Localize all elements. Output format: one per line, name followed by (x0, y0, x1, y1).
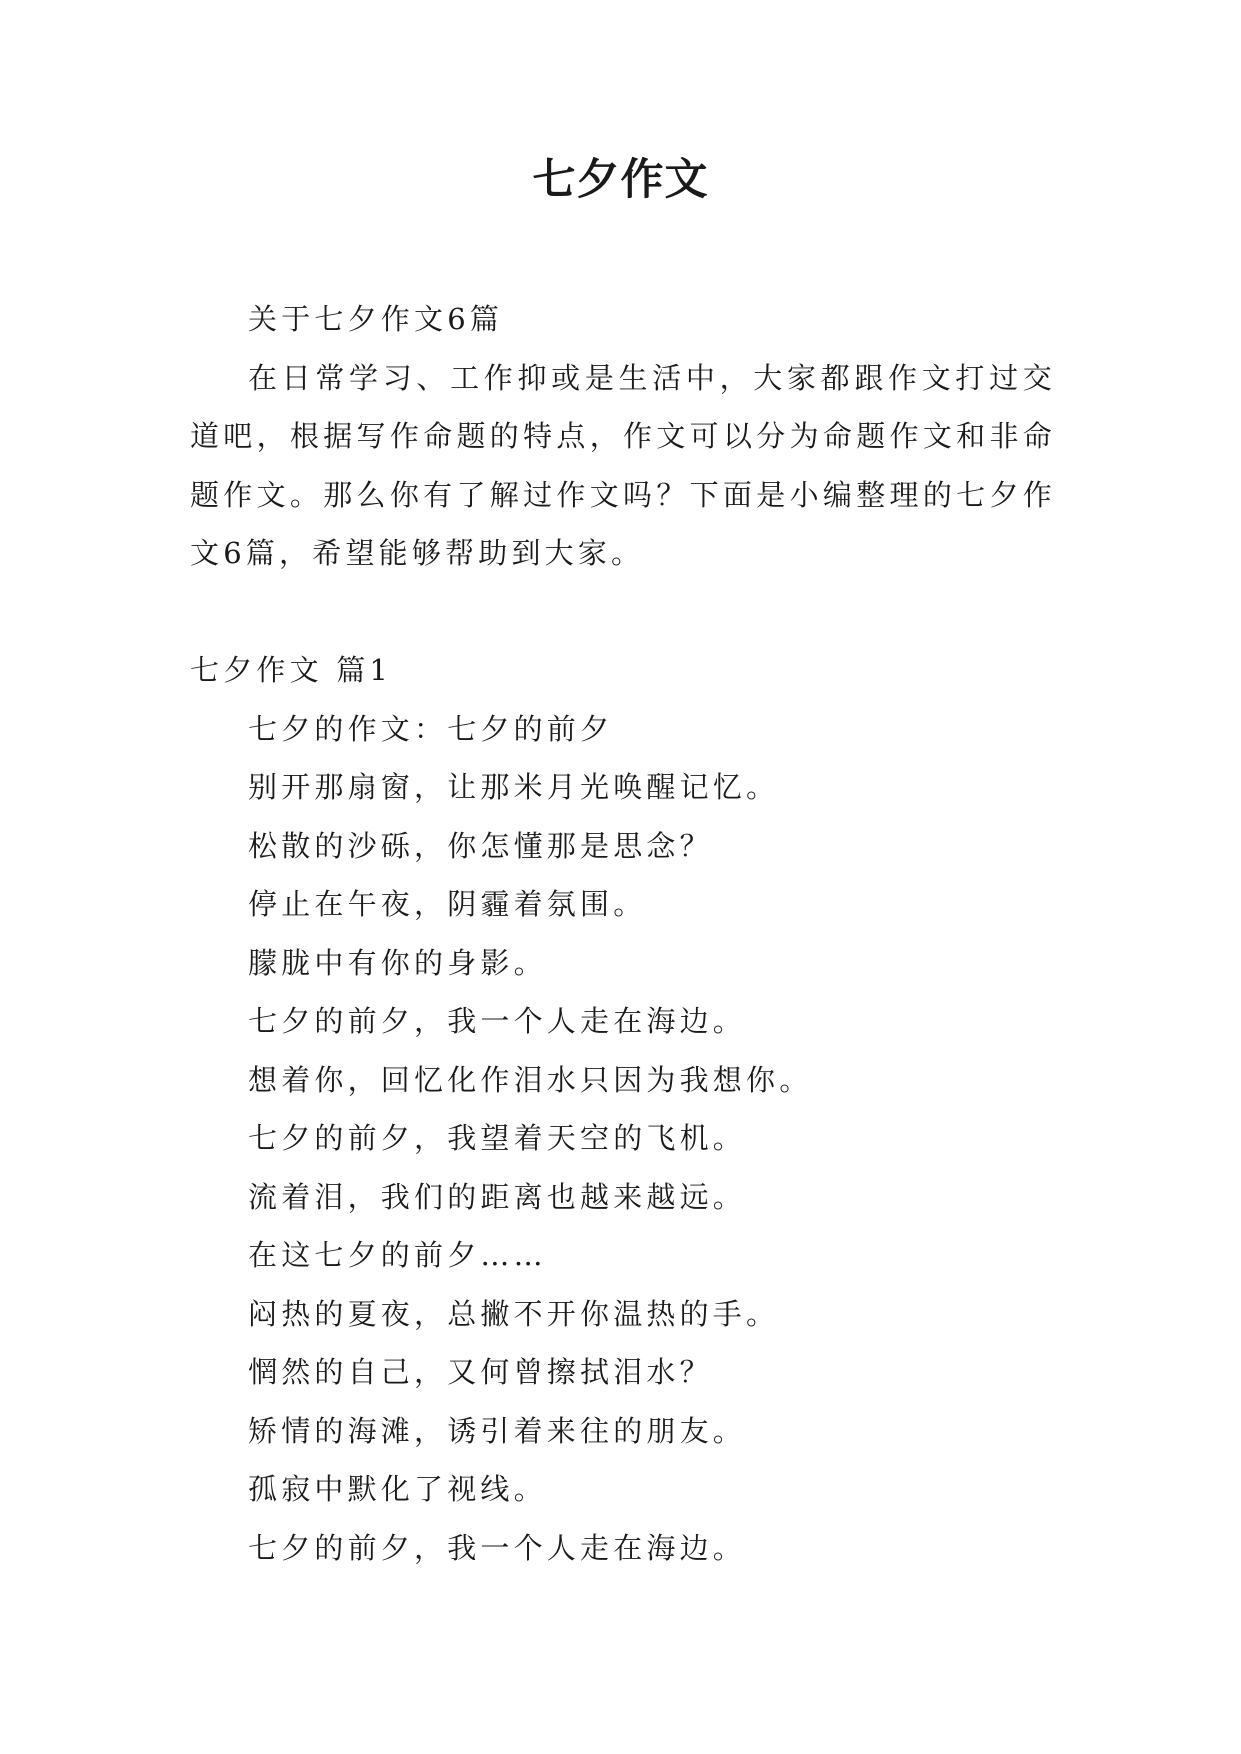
poem-line: 想着你，回忆化作泪水只因为我想你。 (248, 1062, 813, 1097)
poem-line: 七夕的前夕，我望着天空的飞机。 (248, 1121, 747, 1155)
document-body (190, 290, 1056, 1577)
poem-line: 七夕的前夕，我一个人走在海边。 (248, 1530, 747, 1565)
poem-line: 闷热的夏夜，总撇不开你温热的手。 (248, 1296, 780, 1331)
section-spacer (190, 583, 1056, 642)
poem-line: 七夕的作文：七夕的前夕 (248, 711, 614, 746)
poem-line: 在这七夕的前夕…… (248, 1238, 547, 1272)
section-heading: 七夕作文 篇1 (190, 653, 393, 687)
intro-paragraph: 在日常学习、工作抑或是生活中，大家都跟作文打过交道吧，根据写作命题的特点，作文可以分为命题作文和非命题作文。那么你有了解过作文吗？下面是小编整理的七夕作文6篇，希望能够帮助到大家。 (190, 360, 1056, 570)
poem-line: 惘然的自己，又何曾擦拭泪水？ (248, 1355, 713, 1389)
poem-line: 松散的沙砾，你怎懂那是思念？ (248, 828, 713, 863)
poem-line: 停止在午夜，阴霾着氛围。 (248, 887, 647, 921)
poem-line: 别开那扇窗，让那米月光唤醒记忆。 (248, 770, 780, 804)
poem-line: 流着泪，我们的距离也越来越远。 (248, 1179, 747, 1214)
poem-line: 七夕的前夕，我一个人走在海边。 (248, 1004, 747, 1038)
poem-line: 孤寂中默化了视线。 (248, 1472, 547, 1506)
intro-heading: 关于七夕作文6篇 (248, 302, 504, 336)
poem-line: 矫情的海滩，诱引着来往的朋友。 (248, 1413, 747, 1448)
document-title: 七夕作文 (532, 155, 709, 205)
poem-line: 朦胧中有你的身影。 (248, 945, 547, 980)
